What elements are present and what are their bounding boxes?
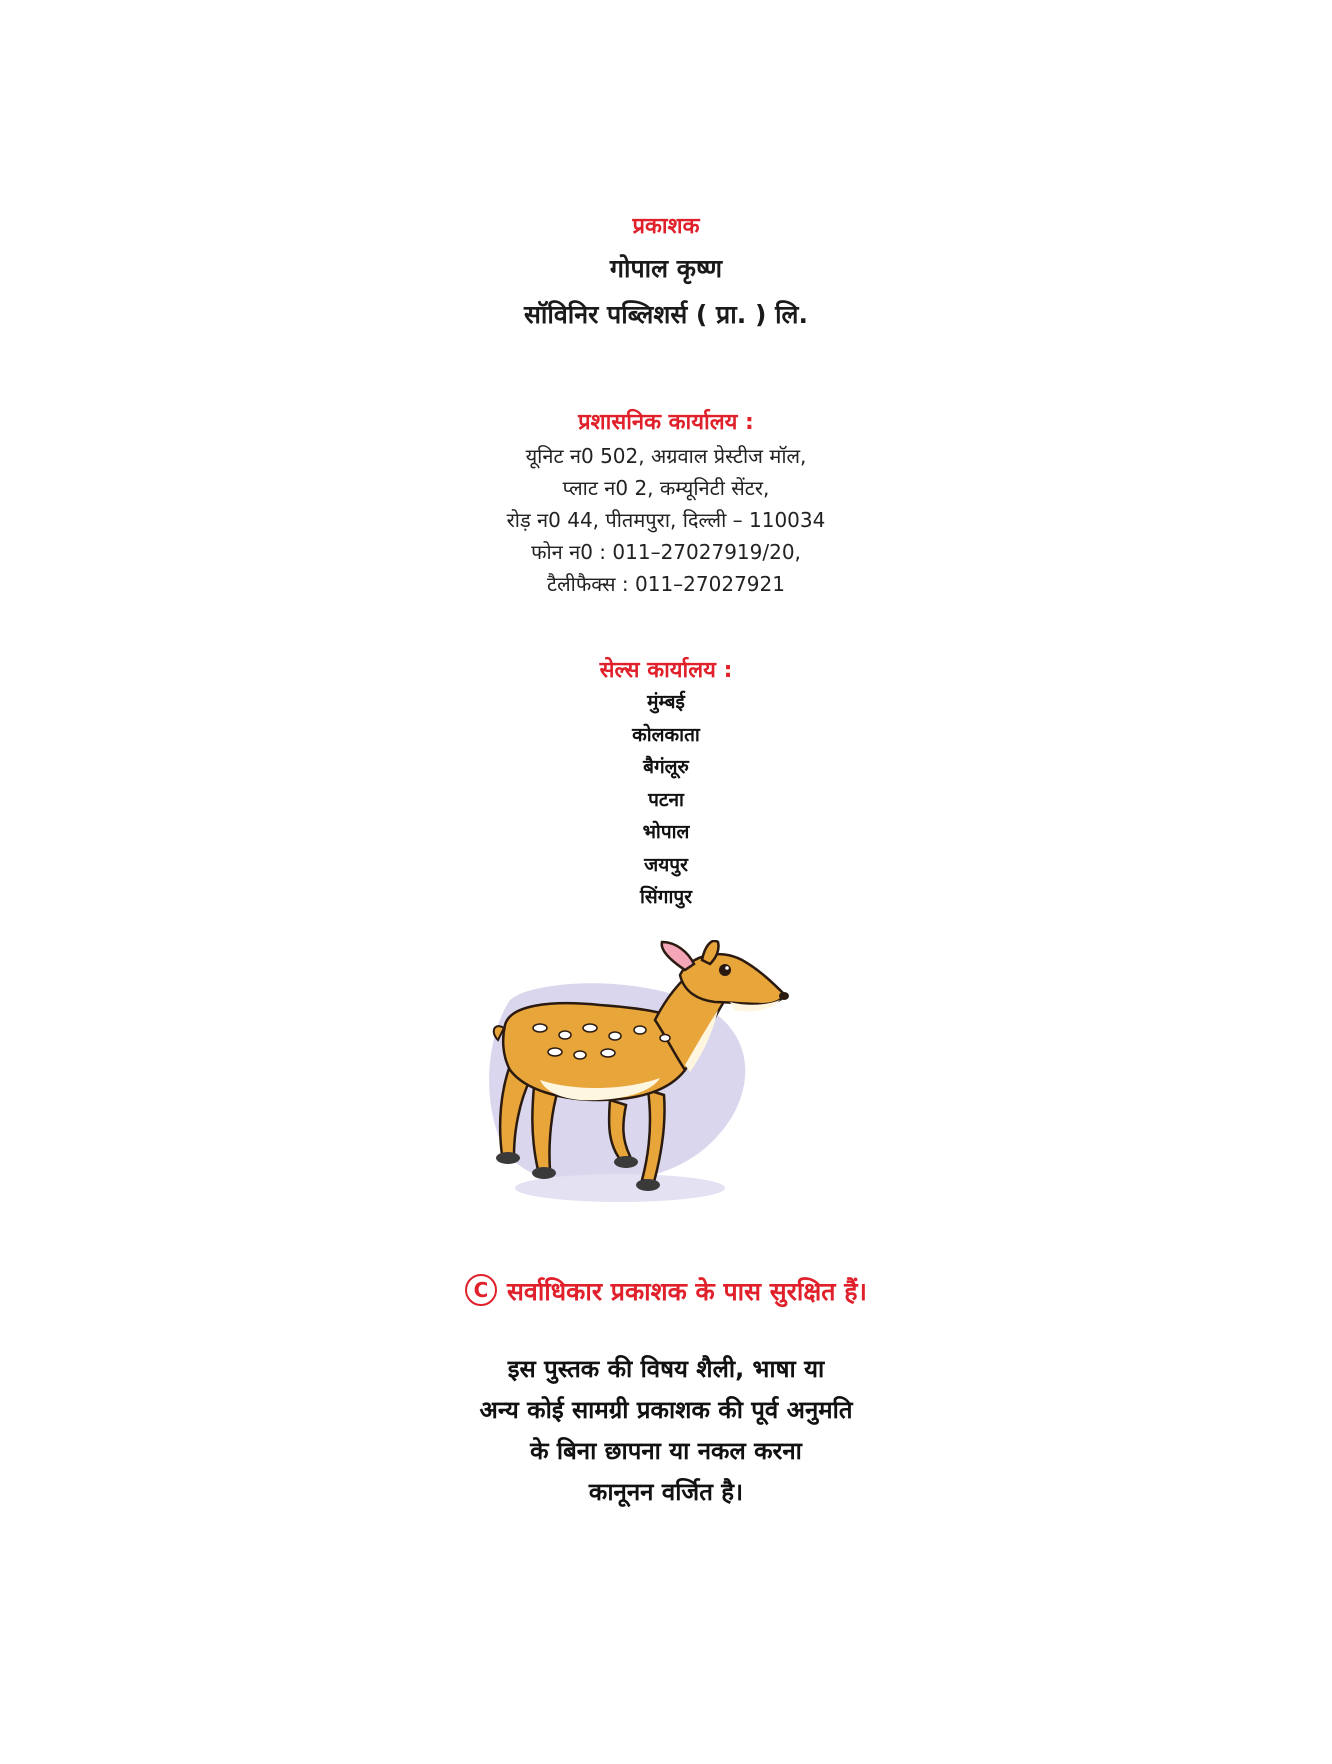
- notice-line: कानूनन वर्जित है।: [588, 1478, 744, 1506]
- deer-illustration: [480, 940, 820, 1215]
- notice-line: अन्य कोई सामग्री प्रकाशक की पूर्व अनुमति: [479, 1396, 853, 1424]
- phone-line: फोन न0 : 011–27027919/20,: [531, 540, 801, 564]
- city-item: भोपाल: [642, 821, 690, 843]
- address-line: यूनिट न0 502, अग्रवाल प्रेस्टीज मॉल,: [525, 444, 807, 468]
- city-item: कोलकाता: [632, 723, 700, 746]
- admin-office-label: प्रशासनिक कार्यालय :: [578, 410, 754, 435]
- city-item: सिंगापुर: [640, 886, 692, 908]
- sales-office-label: सेल्स कार्यालय :: [599, 658, 733, 683]
- city-item: पटना: [648, 788, 684, 811]
- copyright-section: [0, 1272, 1332, 1312]
- copyright-notice: [0, 1272, 1332, 1312]
- legal-notice-section: [0, 1349, 1332, 1513]
- publisher-section: [0, 212, 1332, 338]
- notice-line: इस पुस्तक की विषय शैली, भाषा या: [507, 1355, 825, 1383]
- notice-line: के बिना छापना या नकल करना: [530, 1437, 802, 1465]
- admin-office-section: [0, 406, 1332, 600]
- address-line: प्लाट न0 2, कम्यूनिटी सेंटर,: [562, 476, 770, 500]
- deer-icon: [480, 940, 820, 1215]
- publisher-company: सॉविनिर पब्लिशर्स ( प्रा. ) लि.: [523, 300, 808, 329]
- city-item: मुंम्बई: [647, 691, 685, 713]
- address-line: रोड़ न0 44, पीतमपुरा, दिल्ली – 110034: [506, 508, 826, 532]
- publisher-name: गोपाल कृष्ण: [609, 254, 723, 283]
- copyright-text: सर्वाधिकार प्रकाशक के पास सुरक्षित हैं।: [507, 1277, 867, 1306]
- telefax-line: टैलीफैक्स : 011–27027921: [547, 572, 785, 596]
- sales-office-section: [0, 656, 1332, 914]
- publisher-label: प्रकाशक: [632, 214, 700, 239]
- copyright-icon: C: [465, 1274, 497, 1306]
- city-item: बैगंलूरु: [643, 756, 689, 778]
- city-item: जयपुर: [644, 853, 688, 876]
